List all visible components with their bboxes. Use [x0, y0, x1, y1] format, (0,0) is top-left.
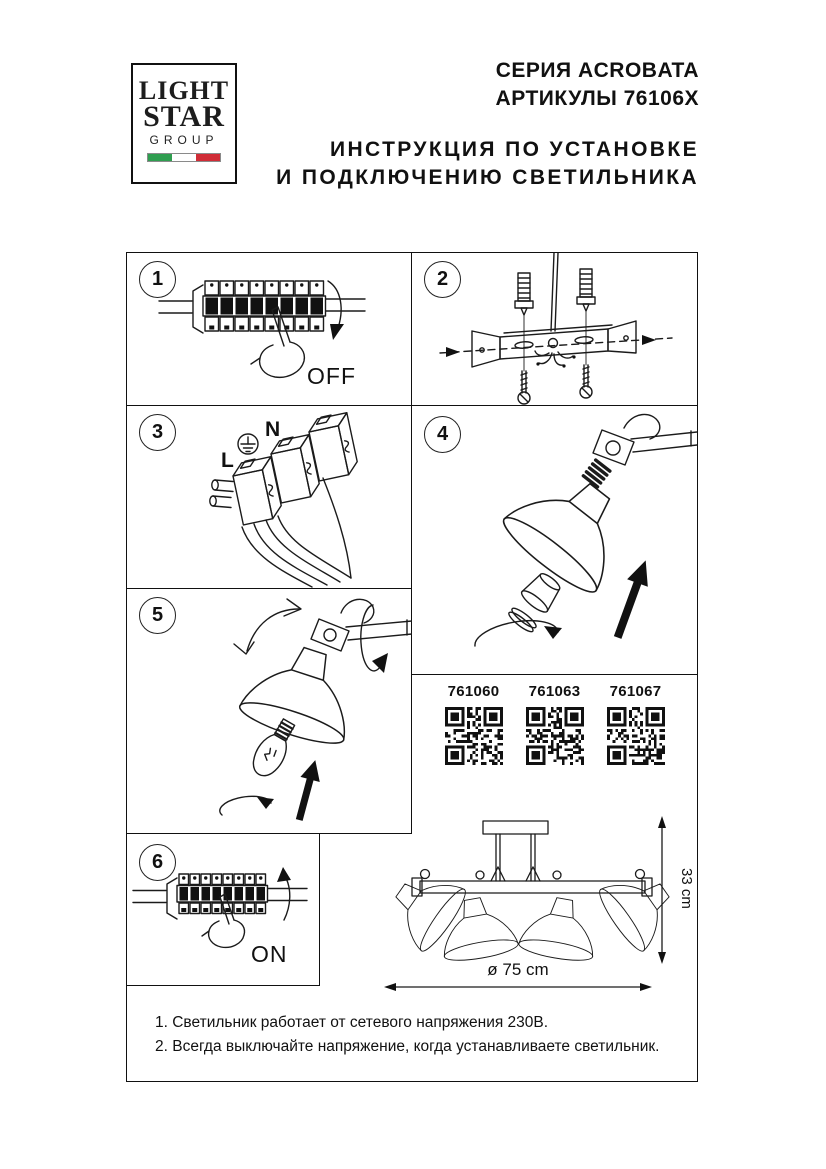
- articles-title: АРТИКУЛЫ 76106X: [495, 87, 699, 110]
- article-qr-item: [607, 683, 665, 765]
- series-title: СЕРИЯ ACROBATA: [495, 59, 699, 82]
- step-number-badge: 2: [424, 261, 461, 298]
- shade-assembly-illustration: [412, 406, 697, 675]
- panel-step-2: [412, 253, 697, 406]
- shade-ring: [507, 606, 539, 635]
- slide-arrow-left: [446, 347, 460, 357]
- article-code: 761060: [447, 683, 500, 700]
- up-arrow: [607, 557, 656, 642]
- screw-right: [580, 365, 592, 398]
- height-dimension-label: 33 cm: [678, 868, 695, 909]
- step-number-badge: 3: [139, 414, 176, 451]
- logo-text-star: STAR: [143, 100, 225, 133]
- article-code: 761063: [528, 683, 581, 700]
- wall-plug-left: [515, 273, 533, 315]
- wire: [266, 520, 340, 582]
- lightstar-logo: [131, 63, 237, 184]
- breaker-on-illustration: [127, 834, 320, 986]
- arm-cable: [341, 599, 374, 623]
- panel-step-6: [127, 834, 320, 986]
- candle-bulb: [247, 715, 301, 781]
- neutral-label: N: [265, 418, 281, 441]
- breaker-off-illustration: [127, 253, 412, 406]
- lamp-shade: [379, 860, 471, 956]
- lamp-shade: [497, 455, 646, 600]
- instruction-title-line1: ИНСТРУКЦИЯ ПО УСТАНОВКЕ: [329, 138, 699, 161]
- ceiling-canopy: [483, 821, 548, 834]
- italian-flag-bar: [147, 153, 221, 162]
- line-label: L: [221, 449, 234, 472]
- article-code: 761067: [609, 683, 662, 700]
- article-qr-section: [412, 683, 697, 765]
- panel-step-5: [127, 589, 412, 834]
- hand-outline: [209, 920, 245, 947]
- flag-red-segment: [196, 154, 220, 161]
- logo-text-group: GROUP: [149, 133, 219, 147]
- article-qr-item: [445, 683, 503, 765]
- rotate-up-arrow: [284, 876, 290, 920]
- lamp-shade: [435, 893, 519, 965]
- earth-symbol-icon: [238, 434, 258, 454]
- note-line: 1. Светильник работает от сетевого напряжения 230В.: [155, 1014, 549, 1031]
- instruction-grid: [126, 252, 698, 1082]
- lamp-shade: [518, 893, 602, 965]
- diameter-dimension-label: ø 75 cm: [487, 960, 549, 979]
- step-number-badge: 1: [139, 261, 176, 298]
- slide-arrow-right: [642, 335, 656, 345]
- flag-white-segment: [172, 154, 196, 161]
- shade-adjust-illustration: [127, 589, 412, 834]
- arm-cable: [624, 414, 660, 439]
- on-label: ON: [251, 941, 288, 967]
- lamp-shade: [594, 860, 686, 956]
- fixture-bar: [420, 881, 645, 893]
- qr-code-761060: [445, 707, 503, 765]
- pivot-yoke: [311, 619, 349, 651]
- panel-step-1: [127, 253, 412, 406]
- wall-plug-right: [577, 269, 595, 311]
- wire: [242, 527, 312, 587]
- instruction-title-line2: И ПОДКЛЮЧЕНИЮ СВЕТИЛЬНИКА: [276, 166, 699, 189]
- qr-code-761067: [607, 707, 665, 765]
- panel-step-3: [127, 406, 412, 589]
- logo-text-light: LIGHT: [138, 76, 230, 105]
- tilt-arrow: [247, 609, 299, 651]
- pivot-yoke: [593, 430, 634, 465]
- step-number-badge: 6: [139, 844, 176, 881]
- lamp-shade: [236, 634, 367, 751]
- terminal-wiring-illustration: [127, 406, 412, 589]
- bracket-mounting-illustration: [412, 253, 697, 406]
- step-number-badge: 4: [424, 416, 461, 453]
- rotate-swirl: [475, 621, 558, 646]
- screw-left: [518, 371, 530, 404]
- step-number-badge: 5: [139, 597, 176, 634]
- rotate-down-arrow: [328, 281, 341, 331]
- panel-step-4: [412, 406, 697, 675]
- header-titles: [276, 57, 699, 192]
- qr-code-761063: [526, 707, 584, 765]
- threaded-nipple: [583, 460, 609, 487]
- flag-green-segment: [148, 154, 172, 161]
- instruction-title: [276, 136, 699, 192]
- article-qr-item: [526, 683, 584, 765]
- up-arrow: [290, 758, 325, 823]
- off-label: OFF: [307, 363, 356, 389]
- ceiling-wires: [551, 253, 558, 331]
- fixture-dimension-diagram: [379, 811, 697, 1011]
- safety-notes: [155, 1011, 675, 1059]
- note-line: 2. Всегда выключайте напряжение, когда устанавливаете светильник.: [155, 1038, 660, 1055]
- hand-outline: [260, 342, 305, 377]
